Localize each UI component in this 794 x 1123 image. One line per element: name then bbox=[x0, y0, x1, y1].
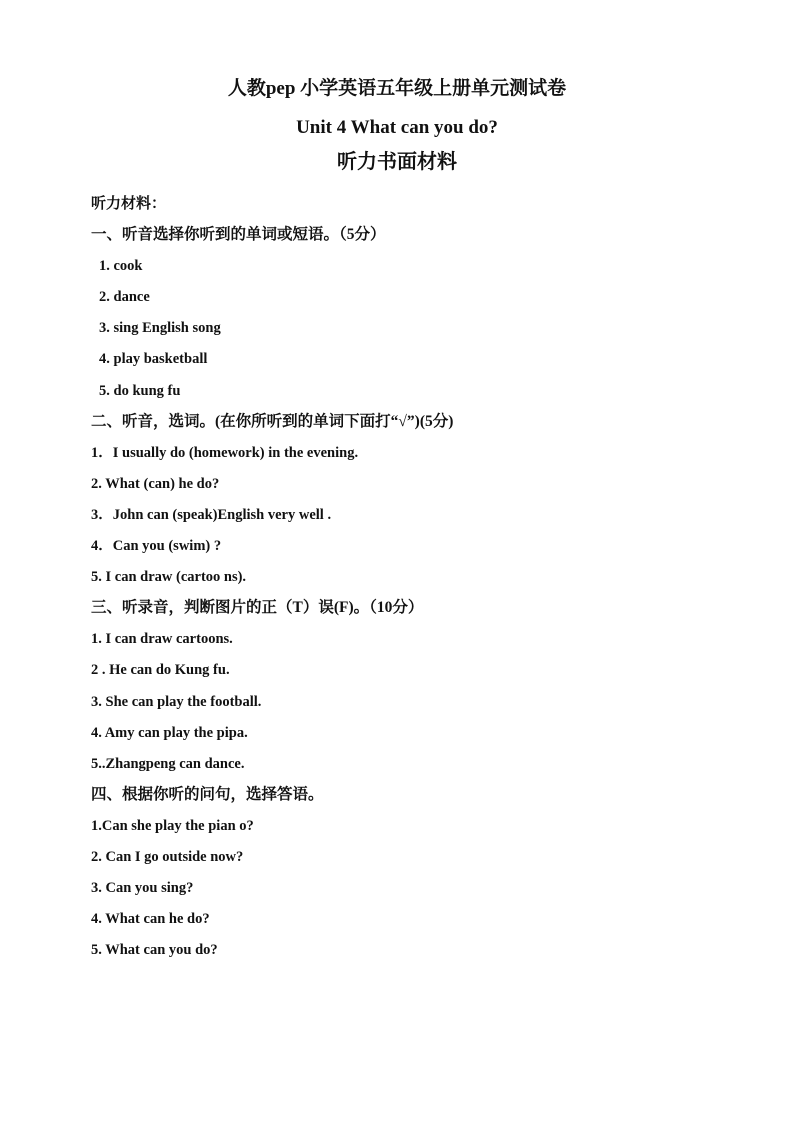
section-2-item: 3．John can (speak)English very well . bbox=[91, 506, 332, 523]
section-2-item: 2. What (can) he do? bbox=[91, 475, 220, 492]
section-1-item: 1. cook bbox=[99, 258, 143, 275]
listening-material bbox=[91, 192, 751, 969]
intro-label: 听力材料： bbox=[91, 196, 167, 212]
section-4-item: 4. What can he do? bbox=[91, 911, 210, 928]
section-2-item: 1．I usually do (homework) in the evening. bbox=[91, 444, 359, 461]
section-3-item: 5..Zhangpeng can dance. bbox=[91, 755, 245, 772]
section-2-item: 5. I can draw (cartoo ns). bbox=[91, 569, 247, 586]
document-title: 人教pep 小学英语五年级上册单元测试卷 bbox=[227, 78, 567, 99]
section-2-item: 4．Can you (swim) ? bbox=[91, 538, 222, 555]
section-4-item: 5. What can you do? bbox=[91, 942, 218, 959]
section-3-item: 4. Amy can play the pipa. bbox=[91, 724, 248, 741]
section-3-heading: 三、听录音，判断图片的正（T）误(F)。（10分） bbox=[91, 599, 424, 617]
section-3-item: 1. I can draw cartoons. bbox=[91, 631, 233, 648]
section-3-item: 2 . He can do Kung fu. bbox=[91, 662, 230, 679]
section-3-item: 3. She can play the football. bbox=[91, 693, 262, 710]
section-1-item: 2. dance bbox=[99, 289, 150, 306]
section-4-item: 1.Can she play the pian o? bbox=[91, 817, 254, 834]
section-4-item: 3. Can you sing? bbox=[91, 880, 194, 897]
section-2-heading: 二、听音，选词。(在你所听到的单词下面打“√”)(5分) bbox=[91, 412, 454, 430]
section-1-heading: 一、听音选择你听到的单词或短语。（5分） bbox=[91, 226, 386, 244]
section-4-item: 2. Can I go outside now? bbox=[91, 848, 244, 865]
section-1-item: 5. do kung fu bbox=[99, 382, 181, 399]
section-1-item: 4. play basketball bbox=[99, 351, 208, 368]
section-1-item: 3. sing English song bbox=[99, 320, 221, 337]
section-4-heading: 四、根据你听的问句，选择答语。 bbox=[91, 785, 324, 803]
unit-title: Unit 4 What can you do? bbox=[296, 117, 498, 138]
document-subtitle: 听力书面材料 bbox=[337, 151, 457, 173]
